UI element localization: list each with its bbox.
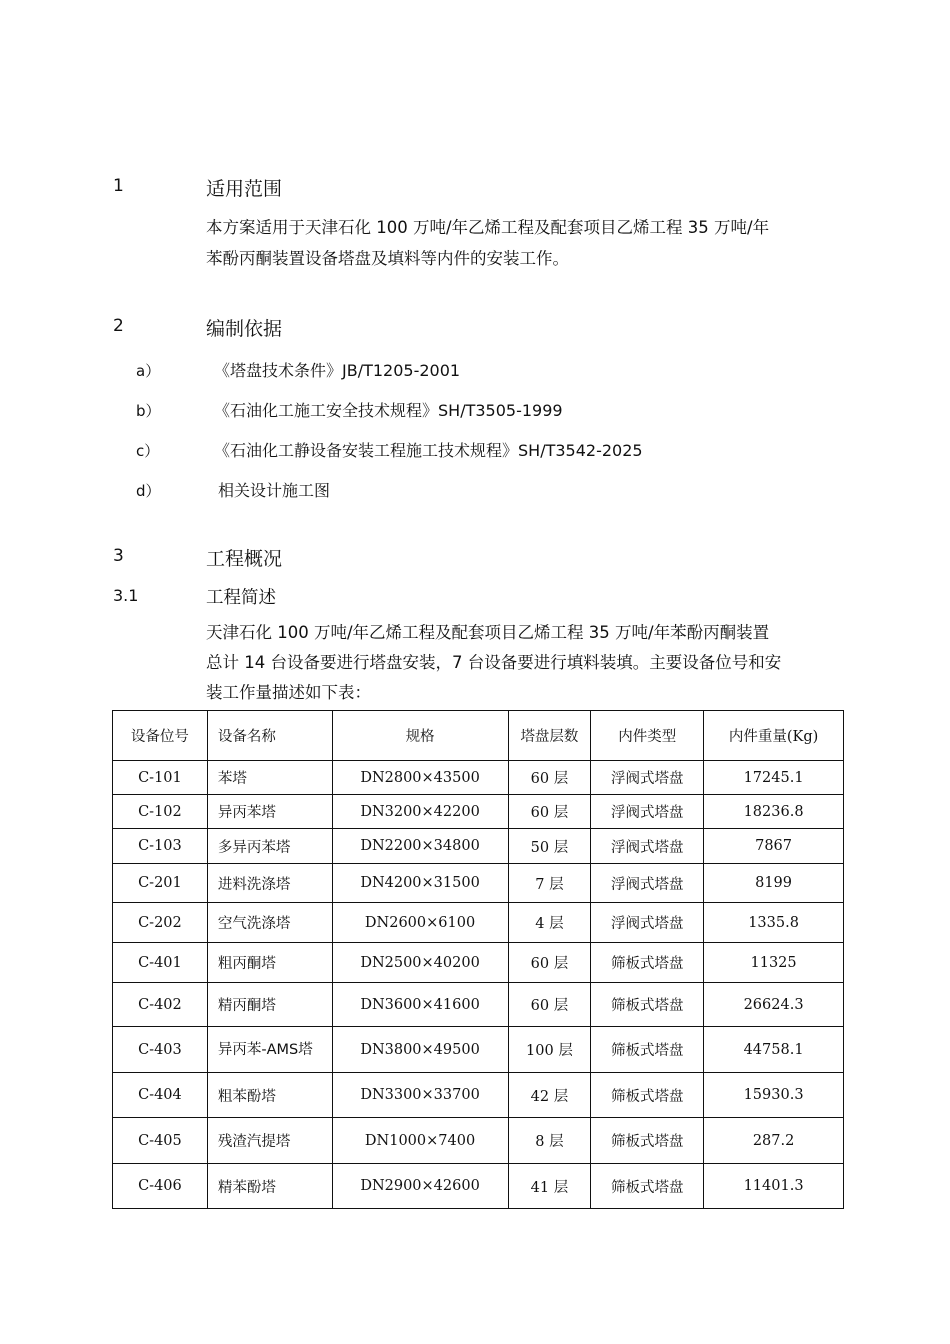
section-2-number: 2: [113, 316, 124, 336]
cell-name: 精苯酚塔: [207, 1164, 332, 1209]
table-row: [113, 795, 844, 829]
cell-tag: C-406: [113, 1164, 208, 1209]
subsection-3-1-number: 3.1: [113, 586, 139, 605]
cell-spec: DN2800×43500: [332, 761, 508, 795]
equipment-table: [112, 710, 844, 1209]
cell-trays: 41 层: [508, 1164, 591, 1209]
cell-weight: 26624.3: [704, 983, 844, 1027]
cell-type: 筛板式塔盘: [591, 1164, 704, 1209]
cell-type: 浮阀式塔盘: [591, 903, 704, 943]
cell-type: 浮阀式塔盘: [591, 795, 704, 829]
header-weight: 内件重量(Kg): [704, 711, 844, 761]
cell-name: 多异丙苯塔: [207, 829, 332, 864]
cell-name: 精丙酮塔: [207, 983, 332, 1027]
table-row: [113, 761, 844, 795]
cell-trays: 50 层: [508, 829, 591, 864]
cell-trays: 100 层: [508, 1027, 591, 1073]
cell-type: 浮阀式塔盘: [591, 761, 704, 795]
cell-name: 异丙苯-AMS塔: [207, 1027, 332, 1073]
cell-trays: 60 层: [508, 943, 591, 983]
header-trays: 塔盘层数: [508, 711, 591, 761]
cell-trays: 60 层: [508, 983, 591, 1027]
table-row: [113, 864, 844, 903]
cell-name: 异丙苯塔: [207, 795, 332, 829]
cell-weight: 44758.1: [704, 1027, 844, 1073]
subsection-3-1-line-2: 总计 14 台设备要进行塔盘安装，7 台设备要进行填料装填。主要设备位号和安: [206, 653, 782, 672]
table-row: [113, 943, 844, 983]
header-spec: 规格: [332, 711, 508, 761]
cell-tag: C-103: [113, 829, 208, 864]
cell-spec: DN3200×42200: [332, 795, 508, 829]
cell-weight: 18236.8: [704, 795, 844, 829]
section-3-title: 工程概况: [206, 548, 283, 570]
cell-trays: 7 层: [508, 864, 591, 903]
cell-weight: 8199: [704, 864, 844, 903]
cell-tag: C-405: [113, 1118, 208, 1164]
section-1-title: 适用范围: [206, 178, 283, 200]
table-row: [113, 1027, 844, 1073]
subsection-3-1-title: 工程简述: [206, 588, 276, 608]
reference-b-letter: b）: [136, 402, 161, 420]
section-1-text-line-1: 本方案适用于天津石化 100 万吨/年乙烯工程及配套项目乙烯工程 35 万吨/年: [206, 218, 770, 237]
cell-weight: 7867: [704, 829, 844, 864]
cell-type: 筛板式塔盘: [591, 1073, 704, 1118]
cell-spec: DN2600×6100: [332, 903, 508, 943]
reference-c-letter: c）: [136, 442, 160, 460]
cell-spec: DN2500×40200: [332, 943, 508, 983]
cell-weight: 17245.1: [704, 761, 844, 795]
cell-spec: DN2200×34800: [332, 829, 508, 864]
header-tag: 设备位号: [113, 711, 208, 761]
cell-weight: 11325: [704, 943, 844, 983]
reference-b-text: 《石油化工施工安全技术规程》SH/T3505-1999: [214, 401, 563, 420]
cell-trays: 8 层: [508, 1118, 591, 1164]
cell-name: 苯塔: [207, 761, 332, 795]
cell-trays: 4 层: [508, 903, 591, 943]
cell-tag: C-101: [113, 761, 208, 795]
table-row: [113, 983, 844, 1027]
reference-c-text: 《石油化工静设备安装工程施工技术规程》SH/T3542-2025: [214, 441, 643, 460]
cell-tag: C-201: [113, 864, 208, 903]
cell-weight: 1335.8: [704, 903, 844, 943]
cell-weight: 287.2: [704, 1118, 844, 1164]
table-row: [113, 829, 844, 864]
subsection-3-1-line-3: 装工作量描述如下表：: [206, 683, 371, 702]
header-type: 内件类型: [591, 711, 704, 761]
cell-type: 筛板式塔盘: [591, 1027, 704, 1073]
cell-tag: C-403: [113, 1027, 208, 1073]
cell-type: 浮阀式塔盘: [591, 829, 704, 864]
table-row: [113, 903, 844, 943]
cell-name: 粗丙酮塔: [207, 943, 332, 983]
cell-trays: 60 层: [508, 795, 591, 829]
header-name: 设备名称: [207, 711, 332, 761]
reference-d-text: 相关设计施工图: [218, 481, 331, 500]
table-row: [113, 1164, 844, 1209]
cell-spec: DN3300×33700: [332, 1073, 508, 1118]
section-1-number: 1: [113, 176, 124, 196]
cell-tag: C-102: [113, 795, 208, 829]
cell-type: 筛板式塔盘: [591, 1118, 704, 1164]
cell-tag: C-402: [113, 983, 208, 1027]
cell-name: 进料洗涤塔: [207, 864, 332, 903]
cell-type: 浮阀式塔盘: [591, 864, 704, 903]
reference-a-text: 《塔盘技术条件》JB/T1205-2001: [214, 361, 461, 380]
section-2-title: 编制依据: [206, 318, 283, 340]
cell-type: 筛板式塔盘: [591, 983, 704, 1027]
cell-name: 粗苯酚塔: [207, 1073, 332, 1118]
table-header-row: [113, 711, 844, 761]
reference-a-letter: a）: [136, 362, 161, 380]
cell-weight: 15930.3: [704, 1073, 844, 1118]
cell-spec: DN4200×31500: [332, 864, 508, 903]
section-3-number: 3: [113, 546, 124, 566]
cell-name: 空气洗涤塔: [207, 903, 332, 943]
reference-d-letter: d）: [136, 482, 161, 500]
cell-spec: DN1000×7400: [332, 1118, 508, 1164]
cell-type: 筛板式塔盘: [591, 943, 704, 983]
subsection-3-1-line-1: 天津石化 100 万吨/年乙烯工程及配套项目乙烯工程 35 万吨/年苯酚丙酮装置: [206, 623, 770, 642]
cell-spec: DN3600×41600: [332, 983, 508, 1027]
section-1-text-line-2: 苯酚丙酮装置设备塔盘及填料等内件的安装工作。: [206, 249, 569, 268]
table-row: [113, 1073, 844, 1118]
cell-spec: DN3800×49500: [332, 1027, 508, 1073]
cell-weight: 11401.3: [704, 1164, 844, 1209]
cell-trays: 60 层: [508, 761, 591, 795]
cell-name: 残渣汽提塔: [207, 1118, 332, 1164]
cell-trays: 42 层: [508, 1073, 591, 1118]
table-row: [113, 1118, 844, 1164]
cell-tag: C-202: [113, 903, 208, 943]
cell-tag: C-401: [113, 943, 208, 983]
cell-spec: DN2900×42600: [332, 1164, 508, 1209]
cell-tag: C-404: [113, 1073, 208, 1118]
